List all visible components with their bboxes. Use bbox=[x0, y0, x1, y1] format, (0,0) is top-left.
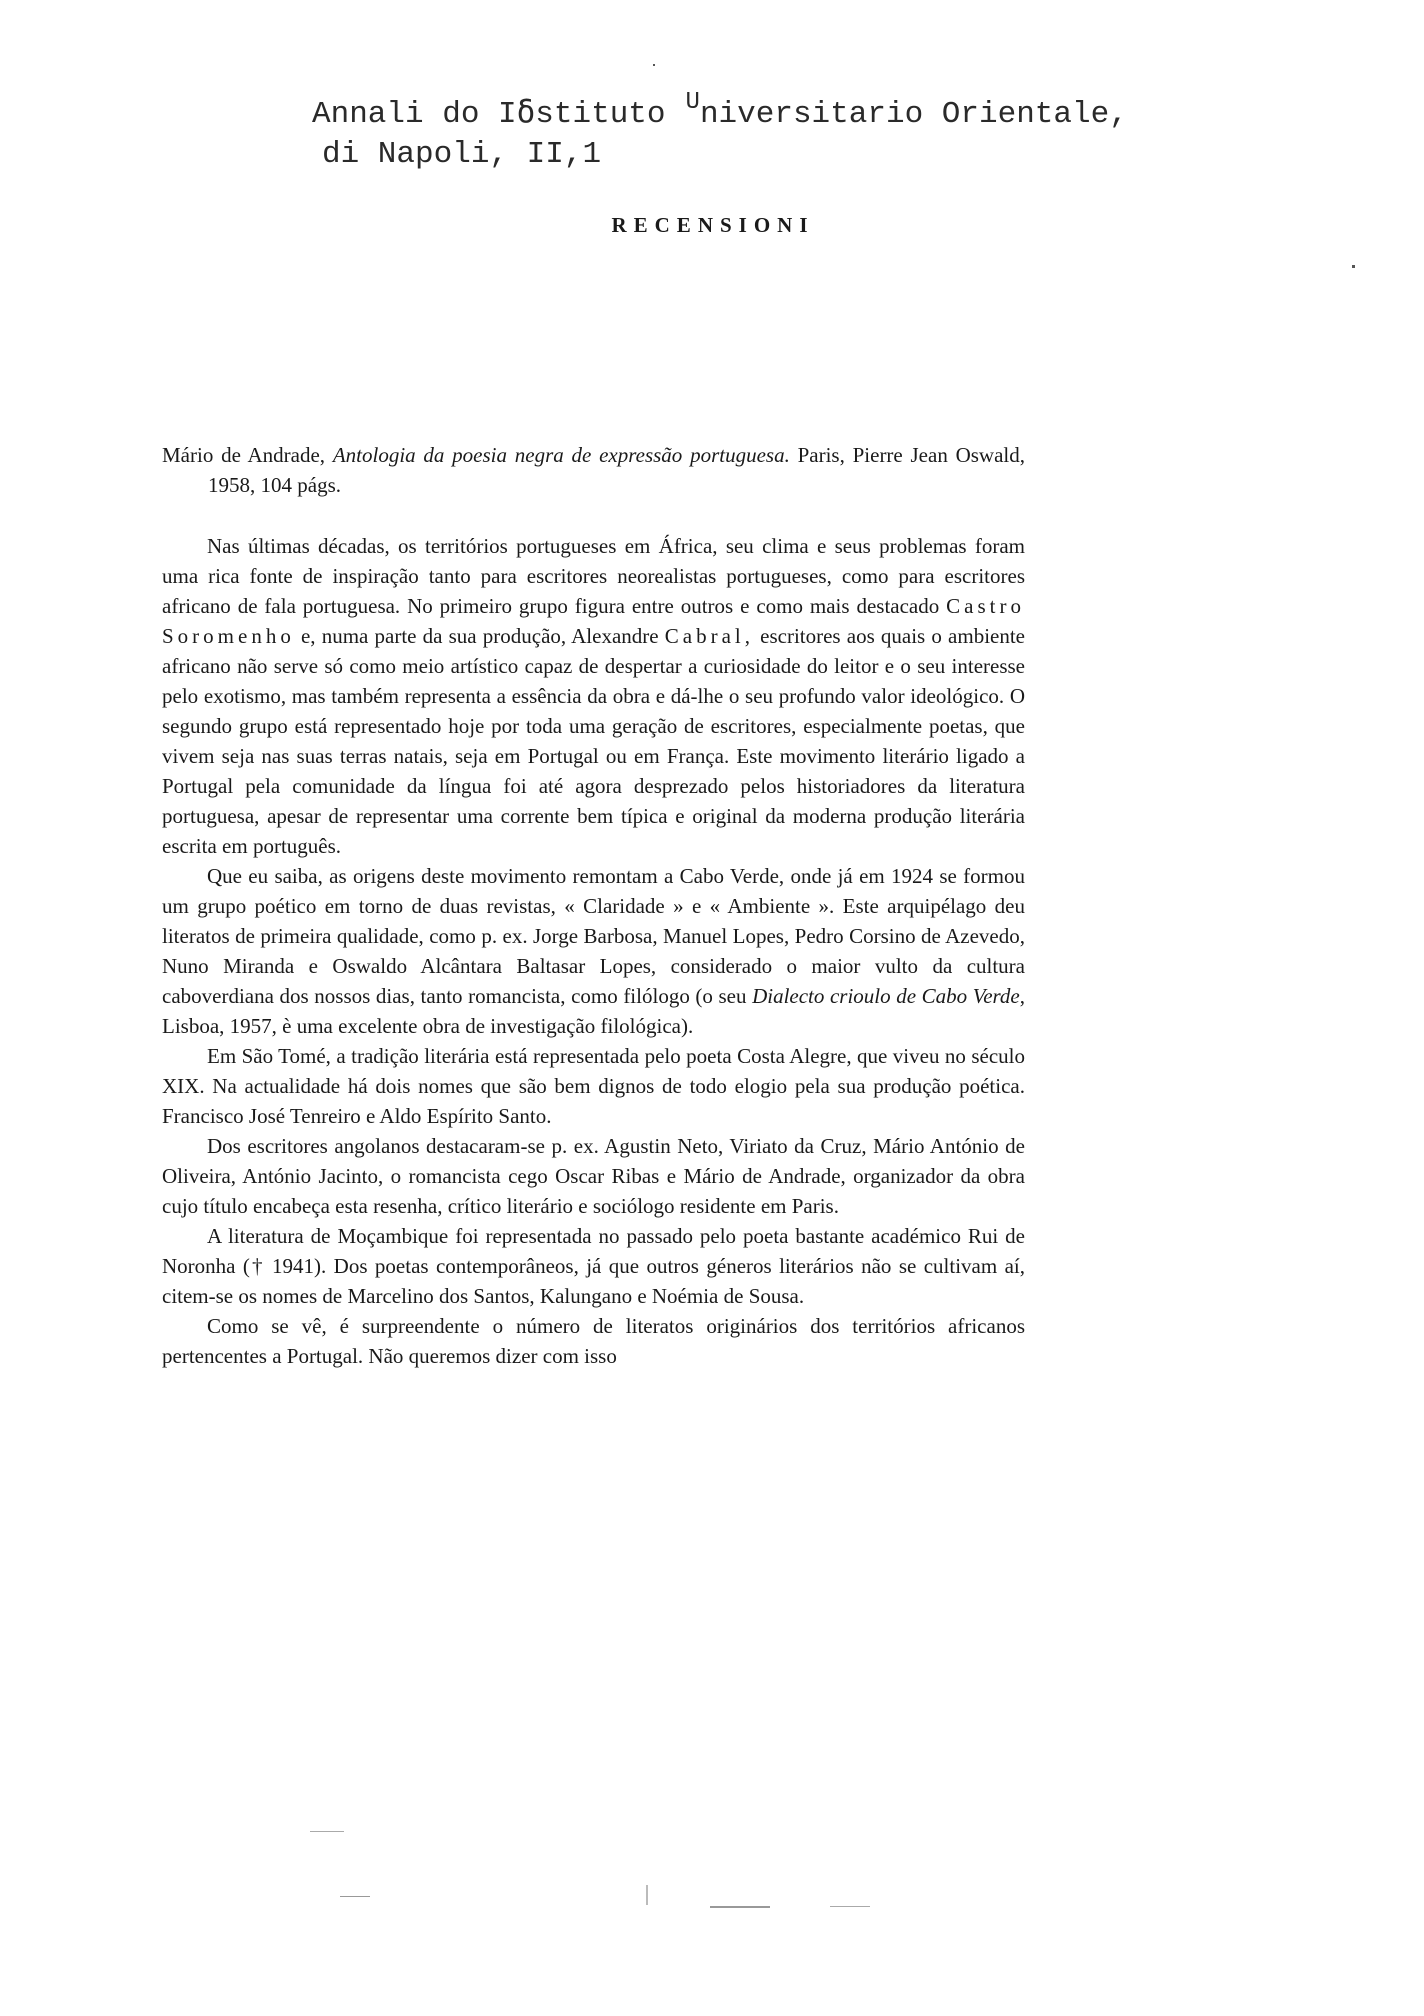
scan-speck bbox=[710, 1906, 770, 1908]
header-line-1-part-a: Annali do Iẟstituto bbox=[312, 97, 666, 132]
paragraph-3: Em São Tomé, a tradição literária está representada pelo poeta Costa Alegre, que viveu no século XIX. Na actualidade há dois nomes que são bem dignos de todo elogio pela sua produção poética. Francisco José Tenreiro e Aldo Espírito Santo. bbox=[162, 1044, 1025, 1128]
scan-speck bbox=[830, 1906, 870, 1907]
paragraph-2 bbox=[162, 861, 1025, 1041]
citation-title: Antologia da poesia negra de expressão portuguesa. bbox=[332, 443, 790, 467]
section-title: RECENSIONI bbox=[611, 213, 815, 237]
bibliographic-citation bbox=[162, 440, 1025, 500]
paragraph-1 bbox=[162, 531, 1025, 861]
citation-details: Paris, Pierre Jean Oswald, 1958, 104 págs. bbox=[208, 443, 1025, 497]
header-line-1-part-b: niversitario Orientale, bbox=[699, 97, 1128, 132]
paragraph-1-text-b: e, numa parte da sua produção, Alexandre bbox=[300, 624, 659, 648]
paragraph-6: Como se vê, é surpreendente o número de literatos originários dos territórios africanos pertencentes a Portugal. Não queremos dizer com isso bbox=[162, 1314, 1025, 1368]
scan-speck bbox=[340, 1896, 370, 1897]
paragraph-1-text-c: escritores aos quais o ambiente africano não serve só como meio artístico capaz de despertar a curiosidade do leitor e o seu interesse pelo exotismo, mas também representa a essência da obra e dá-lhe o seu profundo valor ideológico. O segundo grupo está representado hoje por toda uma geração de escritores, especialmente poetas, que vivem seja nas suas terras natais, seja em Portugal ou em França. Este movimento literário ligado a Portugal pela comunidade da língua foi até agora desprezado pelos historiadores da literatura portuguesa, apesar de representar uma corrente bem típica e original da moderna produção literária escrita em português. bbox=[162, 624, 1026, 858]
header-line-2: di Napoli, II,1 bbox=[322, 137, 602, 172]
spaced-name-castro-soromenho: Castro Soromenho bbox=[162, 594, 1025, 648]
paragraph-5: A literatura de Moçambique foi representada no passado pelo poeta bastante académico Rui de Noronha († 1941). Dos poetas contemporâneos, já que outros géneros literários não se cultivam aí, citem-se os nomes de Marcelino dos Santos, Kalungano e Noémia de Sousa. bbox=[162, 1224, 1025, 1308]
typewritten-header bbox=[312, 89, 1312, 174]
paragraph-2-text-b: , Lisboa, 1957, è uma excelente obra de investigação filológica). bbox=[162, 984, 1026, 1038]
scan-speck bbox=[646, 1885, 648, 1905]
scan-speck bbox=[1352, 265, 1355, 268]
scan-speck bbox=[310, 1831, 344, 1832]
header-line-1-superscript: U bbox=[685, 89, 700, 116]
review-body bbox=[162, 440, 1025, 1371]
citation-author: Mário de Andrade, bbox=[162, 443, 326, 467]
spaced-name-cabral: Cabral, bbox=[664, 624, 754, 648]
paragraph-2-text-a: Que eu saiba, as origens deste movimento remontam a Cabo Verde, onde já em 1924 se formou um grupo poético em torno de duas revistas, « Claridade » e « Ambiente ». Este arquipélago deu literatos de primeira qualidade, como p. ex. Jorge Barbosa, Manuel Lopes, Pedro Corsino de Azevedo, Nuno Miranda e Oswaldo Alcântara Baltasar Lopes, considerado o maior vulto da cultura caboverdiana dos nossos dias, tanto romancista, como filólogo (o seu bbox=[162, 864, 1025, 1008]
paragraph-2-italic-title: Dialecto crioulo de Cabo Verde bbox=[752, 984, 1020, 1008]
scan-speck bbox=[653, 64, 655, 66]
paragraph-4: Dos escritores angolanos destacaram-se p. ex. Agustin Neto, Viriato da Cruz, Mário António de Oliveira, António Jacinto, o romancista cego Oscar Ribas e Mário de Andrade, organizador da obra cujo título encabeça esta resenha, crítico literário e sociólogo residente em Paris. bbox=[162, 1134, 1025, 1218]
header-line-1 bbox=[312, 89, 1312, 136]
paragraph-1-text-a: Nas últimas décadas, os territórios portugueses em África, seu clima e seus problemas foram uma rica fonte de inspiração tanto para escritores neorealistas portugueses, como para escritores africano de fala portuguesa. No primeiro grupo figura entre outros e como mais destacado bbox=[162, 534, 1025, 618]
